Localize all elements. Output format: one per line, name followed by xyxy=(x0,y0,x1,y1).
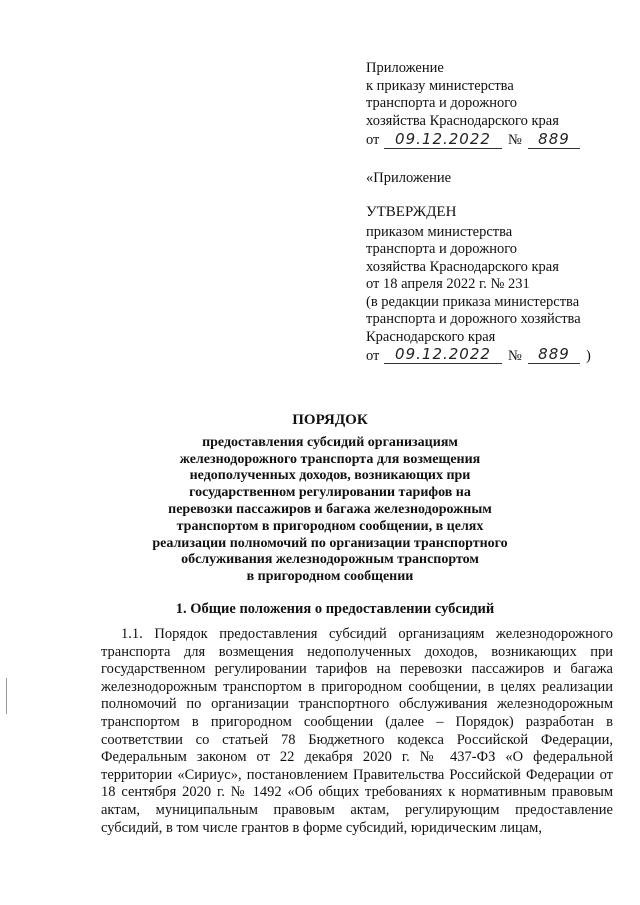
document-subtitle-line: недополученных доходов, возникающих при xyxy=(189,468,471,484)
document-subtitle-line: железнодорожного транспорта для возмещения xyxy=(179,451,481,467)
from-label: от xyxy=(366,132,380,148)
closing-paren: ) xyxy=(586,348,591,364)
document-title: ПОРЯДОК xyxy=(292,412,368,428)
document-subtitle-line: обслуживания железнодорожным транспортом xyxy=(181,552,479,568)
appendix-line: к приказу министерства xyxy=(366,77,514,94)
approved-line: приказом министерства xyxy=(366,223,513,240)
handwritten-date: 09.12.2022 xyxy=(384,346,502,364)
approved-line: (в редакции приказа министерства xyxy=(366,293,580,310)
appendix-date-number-line xyxy=(366,130,626,150)
approved-line: от 18 апреля 2022 г. № 231 xyxy=(366,276,530,292)
approved-title: УТВЕРЖДЕН xyxy=(366,204,457,220)
document-subtitle-line: транспортом в пригородном сообщении, в целях xyxy=(176,518,484,534)
appendix-line: транспорта и дорожного xyxy=(366,95,518,111)
handwritten-number: 889 xyxy=(528,131,580,149)
document-subtitle-line: предоставления субсидий организациям xyxy=(202,434,458,450)
appendix-line: Приложение xyxy=(366,60,444,76)
approved-block xyxy=(366,204,626,366)
document-subtitle-line: реализации полномочий по организации транспортного xyxy=(152,535,508,551)
section-heading: 1. Общие положения о предоставлении субсидий xyxy=(175,601,495,617)
document-subtitle-line: в пригородном сообщении xyxy=(246,569,414,585)
approved-line: транспорта и дорожного хозяйства xyxy=(366,311,581,327)
approved-line: хозяйства Краснодарского края xyxy=(366,258,559,275)
document-subtitle-line: государственном регулировании тарифов на xyxy=(189,485,471,501)
approved-date-number-line xyxy=(366,346,626,366)
from-label: от xyxy=(366,348,380,364)
number-label: № xyxy=(508,348,522,364)
document-subtitle-line: перевозки пассажиров и багажа железнодорожным xyxy=(168,501,492,517)
number-label: № xyxy=(508,132,522,148)
approved-line: Краснодарского края xyxy=(366,328,496,345)
handwritten-date: 09.12.2022 xyxy=(384,131,502,149)
scan-margin-mark xyxy=(6,678,7,714)
document-title-block xyxy=(140,412,520,586)
approved-line: транспорта и дорожного xyxy=(366,241,518,257)
handwritten-number: 889 xyxy=(528,346,580,364)
appendix-block xyxy=(366,60,626,150)
appendix-line: хозяйства Краснодарского края xyxy=(366,112,559,129)
appendix-label: «Приложение xyxy=(366,170,452,186)
section-body xyxy=(101,626,613,837)
paragraph: 1.1. Порядок предоставления субсидий организациям железнодорожного транспорта для возмещения недополученных доходов, возникающих при государственном регулировании тарифов на перевозки пассажиров и багажа железнодорожным транспортом в пригородном сообщении, в целях реализации полномочий по организации транспортного обслуживания железнодорожным транспортом в пригородном сообщении (далее – Порядок) разработан в соответствии со статьей 78 Бюджетного кодекса Российской Федерации, Федеральным законом от 22 декабря 2020 г. № 437-ФЗ «О федеральной территории «Сириус», постановлением Правительства Российской Федерации от 18 сентября 2020 г. № 1492 «Об общих требованиях к нормативным правовым актам, муниципальным правовым актам, регулирующим предоставление субсидий, в том числе грантов в форме субсидий, юридическим лицам, xyxy=(101,626,613,836)
